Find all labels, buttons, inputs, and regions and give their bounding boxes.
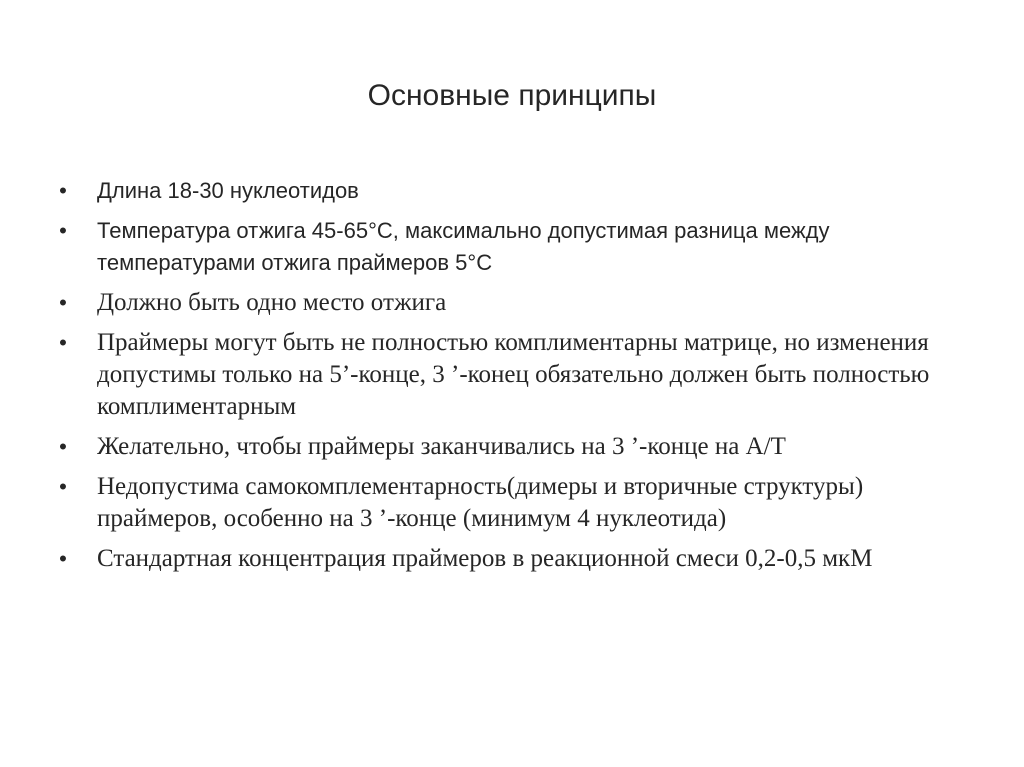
bullet-text: Праймеры могут быть не полностью комплиментарны матрице, но изменения допустимы только на 5’-конце, 3 ’-конец обязательно должен быть полностью комплиментарным <box>97 329 930 420</box>
list-item <box>56 327 956 423</box>
bullet-icon: • <box>59 474 67 499</box>
bullet-icon: • <box>59 546 67 571</box>
list-item <box>56 215 956 279</box>
bullet-text: Недопустима самокомплементарность(димеры и вторичные структуры) праймеров, особенно на 3 ’-конце (минимум 4 нуклеотида) <box>97 473 864 532</box>
bullet-icon: • <box>59 178 67 203</box>
bullet-text: Желательно, чтобы праймеры заканчивались на 3 ’-конце на А/Т <box>97 433 786 460</box>
bullet-text: Должно быть одно место отжига <box>97 289 447 316</box>
bullet-list <box>56 175 956 583</box>
bullet-icon: • <box>59 330 67 355</box>
bullet-icon: • <box>59 434 67 459</box>
list-item <box>56 431 956 463</box>
list-item <box>56 543 956 575</box>
bullet-text: Стандартная концентрация праймеров в реакционной смеси 0,2-0,5 мкМ <box>97 545 873 572</box>
bullet-text: Длина 18-30 нуклеотидов <box>97 178 359 203</box>
list-item <box>56 287 956 319</box>
list-item <box>56 175 956 207</box>
bullet-icon: • <box>59 218 67 243</box>
list-item <box>56 471 956 535</box>
slide-title: Основные принципы <box>367 79 657 112</box>
bullet-icon: • <box>59 290 67 315</box>
bullet-text: Температура отжига 45-65°С, максимально допустимая разница между температурами отжига праймеров 5°С <box>97 218 830 275</box>
